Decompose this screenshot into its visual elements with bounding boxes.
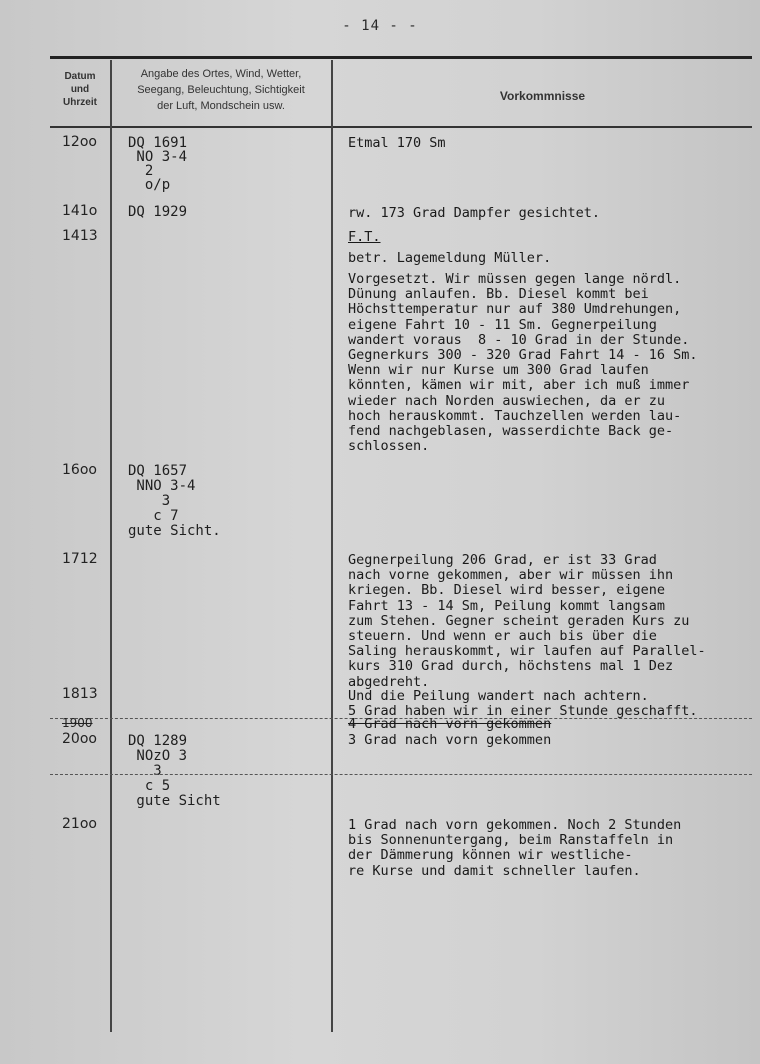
table-top-rule xyxy=(50,56,752,59)
entry-event: 1 Grad nach vorn gekommen. Noch 2 Stunden bis Sonnenuntergang, beim Ranstaffeln in der Dämmerung können wir westliche- re Kurse und damit schneller laufen. xyxy=(348,817,682,879)
entry-place: DQ 1289 NOzO 3 3 c 5 gute Sicht xyxy=(128,733,221,809)
header-place-weather: Angabe des Ortes, Wind, Wetter, Seegang, Beleuchtung, Sichtigkeit der Luft, Mondschein usw. xyxy=(137,68,305,112)
entry-event: 4 Grad nach vorn gekommen xyxy=(348,716,552,732)
dashed-separator xyxy=(50,774,752,775)
header-bottom-rule xyxy=(50,126,752,128)
entry-event: 3 Grad nach vorn gekommen xyxy=(348,732,552,748)
entry-place: DQ 1657 NNO 3-4 3 c 7 gute Sicht. xyxy=(128,463,221,539)
entry-time: 20oo xyxy=(62,731,97,747)
entry-time: 1712 xyxy=(62,551,98,567)
column-divider-2 xyxy=(331,60,333,1032)
entry-place: DQ 1691 NO 3-4 2 o/p xyxy=(128,135,188,193)
entry-time: 1813 xyxy=(62,686,98,702)
entry-time: 16oo xyxy=(62,462,97,478)
header-date-time: Datum und Uhrzeit xyxy=(63,71,97,108)
entry-time: 12oo xyxy=(62,134,97,150)
entry-time: 21oo xyxy=(62,816,97,832)
entry-event-title: F.T. xyxy=(348,229,381,245)
entry-time: 141o xyxy=(62,203,98,219)
entry-event: Vorgesetzt. Wir müssen gegen lange nördl. Dünung anlaufen. Bb. Diesel kommt bei Höchsttemperatur nur auf 380 Umdrehungen, eigene Fahrt 10 - 11 Sm. Gegnerpeilung wandert voraus 8 - 10 Grad in der Stunde. Gegnerkurs 300 - 320 Grad Fahrt 14 - 16 Sm. Wenn wir nur Kurse um 300 Grad laufen könnten, kämen wir mit, aber ich muß immer wieder nach Norden auswiechen, da er zu hoch herauskommt. Tauchzellen werden lau- fend nachgeblasen, wasserdichte Back ge- schlossen. xyxy=(348,271,698,455)
entry-time: 1900 xyxy=(62,716,93,730)
entry-event: rw. 173 Grad Dampfer gesichtet. xyxy=(348,205,600,221)
entry-event: Etmal 170 Sm xyxy=(348,135,446,151)
entry-time: 1413 xyxy=(62,228,98,244)
entry-event-subject: betr. Lagemeldung Müller. xyxy=(348,250,552,266)
entry-event: Gegnerpeilung 206 Grad, er ist 33 Grad nach vorne gekommen, aber wir müssen ihn kriegen. Bb. Diesel wird besser, eigene Fahrt 13 - 14 Sm, Peilung kommt langsam zum Stehen. Gegner scheint geraden Kurs zu steuern. Und wenn er auch bis über die Saling herauskommt, wir laufen auf Parallel- kurs 310 Grad durch, höchstens mal 1 Dez abgedreht. xyxy=(348,552,706,690)
column-divider-1 xyxy=(110,60,112,1032)
header-events: Vorkommnisse xyxy=(499,89,586,103)
entry-event: Und die Peilung wandert nach achtern. 5 Grad haben wir in einer Stunde geschafft. xyxy=(348,688,698,720)
page-number: - 14 - - xyxy=(342,18,418,34)
entry-place: DQ 1929 xyxy=(128,204,188,220)
